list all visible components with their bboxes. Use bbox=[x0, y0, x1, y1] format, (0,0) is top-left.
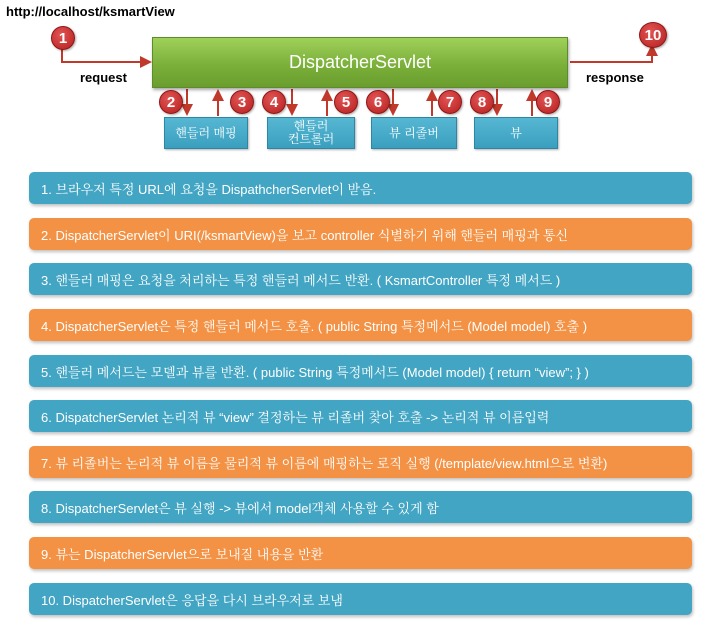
step-row-3 bbox=[29, 263, 692, 295]
view-resolver-box bbox=[371, 117, 457, 149]
step-circle-5: 5 bbox=[334, 90, 358, 114]
handler-controller-box bbox=[267, 117, 355, 149]
step-text-9: 9. 뷰는 DispatcherServlet으로 보내질 내용을 반환 bbox=[41, 546, 324, 562]
dispatcher-servlet-label: DispatcherServlet bbox=[288, 52, 432, 72]
step-row-7 bbox=[29, 446, 692, 478]
view-resolver-label: 뷰 리졸버 bbox=[389, 125, 439, 140]
step-circle-3: 3 bbox=[230, 90, 254, 114]
step-text-4: 4. DispatcherServlet은 특정 핸들러 메서드 호출. ( public String 특정메서드 (Model model) 호출 ) bbox=[41, 318, 588, 334]
step-row-5 bbox=[29, 355, 692, 387]
step-row-4 bbox=[29, 309, 692, 341]
step-text-6: 6. DispatcherServlet 논리적 뷰 “view” 결정하는 뷰 리졸버 찾아 호출 -> 논리적 뷰 이름입력 bbox=[41, 409, 550, 425]
view-box bbox=[474, 117, 558, 149]
response-label: response bbox=[586, 70, 644, 85]
step-circle-10: 10 bbox=[639, 22, 667, 48]
step-row-8 bbox=[29, 491, 692, 523]
request-label: request bbox=[80, 70, 127, 85]
step-text-3: 3. 핸들러 매핑은 요청을 처리하는 특정 핸들러 메서드 반환. ( KsmartController 특정 메서드 ) bbox=[41, 272, 561, 288]
step-row-6 bbox=[29, 400, 692, 432]
step-circle-9: 9 bbox=[536, 90, 560, 114]
step-text-1: 1. 브라우저 특정 URL에 요청을 DispathcherServlet이 받음. bbox=[41, 181, 377, 197]
step-text-10: 10. DispatcherServlet은 응답을 다시 브라우저로 보냄 bbox=[41, 592, 343, 608]
step-circle-7: 7 bbox=[438, 90, 462, 114]
step-circle-6: 6 bbox=[366, 90, 390, 114]
step-text-7: 7. 뷰 리졸버는 논리적 뷰 이름을 물리적 뷰 이름에 매핑하는 로직 실행 (/template/view.html으로 변환) bbox=[41, 455, 608, 471]
step-row-10 bbox=[29, 583, 692, 615]
handler-controller-label-1: 핸들러 bbox=[293, 119, 329, 133]
handler-mapping-box bbox=[164, 117, 248, 149]
step-row-1 bbox=[29, 172, 692, 204]
view-label: 뷰 bbox=[510, 125, 522, 140]
url-label: http://localhost/ksmartView bbox=[6, 4, 175, 19]
dispatcher-servlet-box bbox=[152, 37, 568, 88]
step-circle-8: 8 bbox=[470, 90, 494, 114]
step-text-8: 8. DispatcherServlet은 뷰 실행 -> 뷰에서 model객체 사용할 수 있게 함 bbox=[41, 500, 439, 516]
handler-mapping-label: 핸들러 매핑 bbox=[175, 125, 237, 140]
step-circle-2: 2 bbox=[159, 90, 183, 114]
step-circle-1: 1 bbox=[51, 26, 75, 50]
step-text-5: 5. 핸들러 메서드는 모델과 뷰를 반환. ( public String 특정메서드 (Model model) { return “view”; } ) bbox=[41, 364, 589, 380]
handler-controller-label-2: 컨트롤러 bbox=[287, 132, 335, 146]
step-row-9 bbox=[29, 537, 692, 569]
step-circle-4: 4 bbox=[262, 90, 286, 114]
step-row-2 bbox=[29, 218, 692, 250]
request-arrow bbox=[62, 40, 150, 62]
step-text-2: 2. DispatcherServlet이 URI(/ksmartView)을 보고 controller 식별하기 위해 핸들러 매핑과 통신 bbox=[41, 227, 569, 243]
response-arrow bbox=[570, 46, 652, 62]
